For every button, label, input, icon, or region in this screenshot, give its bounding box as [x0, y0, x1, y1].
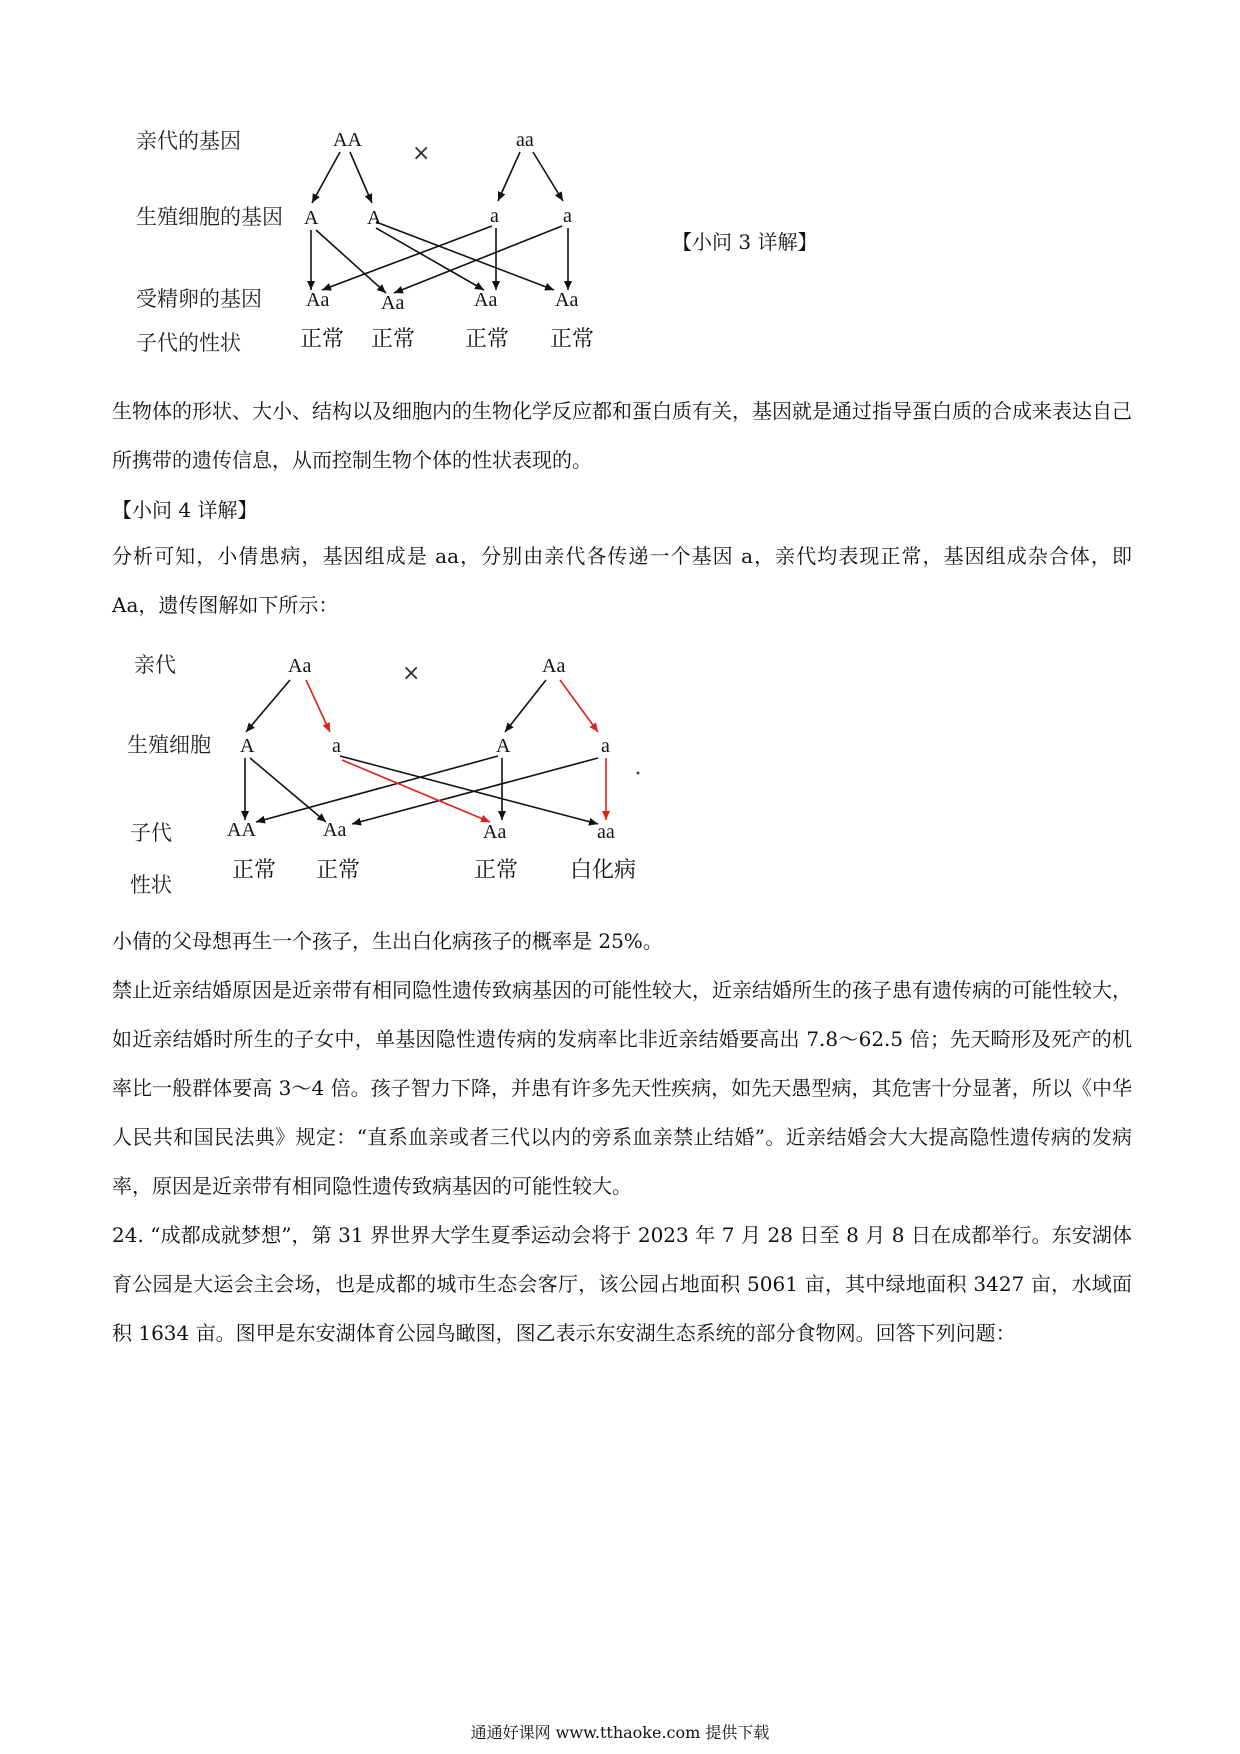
section-3-heading: 【小问 3 详解】	[672, 230, 818, 254]
parent-gene-right: aa	[516, 129, 534, 151]
offspring-gene-4: aa	[597, 821, 615, 843]
genetic-diagram-2-svg	[0, 640, 820, 910]
row-label-parents: 亲代	[134, 653, 176, 677]
row-label-offspring: 子代	[130, 821, 172, 845]
offspring-gene-3: Aa	[483, 821, 507, 843]
trait-4: 正常	[550, 327, 595, 352]
paragraph-question-24: 24. “成都成就梦想”，第 31 界世界大学生夏季运动会将于 2023 年 7 月 28 日至 8 月 8 日在成都举行。东安湖体育公园是大运会主会场，也是成都的城市生态会客厅，该公园占地面积 5061 亩，其中绿地面积 3427 亩，水域面积 1634 亩。图甲是东安湖体育公园鸟瞰图，图乙表示东安湖生态系统的部分食物网。回答下列问题：	[112, 1223, 1132, 1345]
gamete-gene-2: A	[367, 207, 382, 229]
highlight-arrow	[306, 680, 330, 732]
gamete-gene-4: a	[563, 205, 572, 227]
trait-3: 正常	[474, 858, 519, 883]
highlight-arrow	[560, 680, 598, 732]
gamete-gene-1: A	[240, 735, 255, 757]
gamete-gene-3: a	[490, 205, 499, 227]
parent-gene-left: AA	[333, 129, 362, 151]
zygote-gene-3: Aa	[474, 289, 498, 311]
gamete-gene-4: a	[601, 735, 610, 757]
arrow	[498, 152, 520, 201]
stray-dot	[637, 772, 640, 775]
genetic-diagram-2	[0, 640, 820, 910]
zygote-gene-1: Aa	[306, 289, 330, 311]
paragraph-consanguineous-marriage: 禁止近亲结婚原因是近亲带有相同隐性遗传致病基因的可能性较大，近亲结婚所生的孩子患有遗传病的可能性较大，如近亲结婚时所生的子女中，单基因隐性遗传病的发病率比非近亲结婚要高出 7.8～62.5 倍；先天畸形及死产的机率比一般群体要高 3～4 倍。孩子智力下降，并患有许多先天性疾病，如先天愚型病，其危害十分显著，所以《中华人民共和国民法典》规定：“直系血亲或者三代以内的旁系血亲禁止结婚”。近亲结婚会大大提高隐性遗传病的发病率，原因是近亲带有相同隐性遗传致病基因的可能性较大。	[112, 978, 1132, 1198]
paragraph-protein: 生物体的形状、大小、结构以及细胞内的生物化学反应都和蛋白质有关，基因就是通过指导蛋白质的合成来表达自己所携带的遗传信息，从而控制生物个体的性状表现的。	[112, 399, 1132, 472]
cross-symbol: ×	[412, 141, 431, 166]
row-label-gamete-genes: 生殖细胞的基因	[136, 205, 283, 229]
zygote-gene-4: Aa	[555, 289, 579, 311]
trait-3: 正常	[465, 327, 510, 352]
trait-1: 正常	[300, 327, 345, 352]
arrow	[376, 228, 484, 290]
row-label-zygote-genes: 受精卵的基因	[136, 287, 262, 311]
row-label-parent-genes: 亲代的基因	[136, 129, 241, 153]
diagram2-black-arrows	[245, 680, 598, 824]
parent-gene-left: Aa	[288, 655, 312, 677]
arrow	[350, 152, 372, 203]
diagram2-red-arrows	[306, 680, 606, 822]
paragraph-probability: 小倩的父母想再生一个孩子，生出白化病孩子的概率是 25%。	[112, 929, 663, 953]
section-4-heading: 【小问 4 详解】	[112, 498, 258, 522]
offspring-gene-2: Aa	[323, 819, 347, 841]
arrow	[250, 758, 326, 822]
diagram1-arrows	[311, 152, 568, 293]
arrow	[246, 680, 290, 732]
gamete-gene-2: a	[332, 735, 341, 757]
paragraph-analysis: 分析可知，小倩患病，基因组成是 aa，分别由亲代各传递一个基因 a，亲代均表现正常，基因组成杂合体，即 Aa，遗传图解如下所示：	[112, 544, 1132, 617]
gamete-gene-1: A	[304, 207, 319, 229]
row-label-offspring-traits: 子代的性状	[136, 331, 241, 355]
gamete-gene-3: A	[496, 735, 511, 757]
cross-symbol: ×	[402, 661, 421, 686]
trait-4: 白化病	[570, 858, 637, 883]
trait-1: 正常	[232, 858, 277, 883]
row-label-traits: 性状	[130, 873, 172, 897]
highlight-arrow	[342, 760, 490, 822]
arrow	[316, 230, 386, 293]
parent-gene-right: Aa	[542, 655, 566, 677]
zygote-gene-2: Aa	[381, 292, 405, 314]
offspring-gene-1: AA	[227, 819, 256, 841]
page-footer: 通通好课网 www.tthaoke.com 提供下载	[470, 1723, 770, 1742]
arrow	[312, 152, 340, 203]
arrow	[533, 152, 563, 201]
trait-2: 正常	[371, 327, 416, 352]
trait-2: 正常	[316, 858, 361, 883]
arrow	[505, 680, 546, 732]
row-label-gametes: 生殖细胞	[127, 733, 211, 757]
